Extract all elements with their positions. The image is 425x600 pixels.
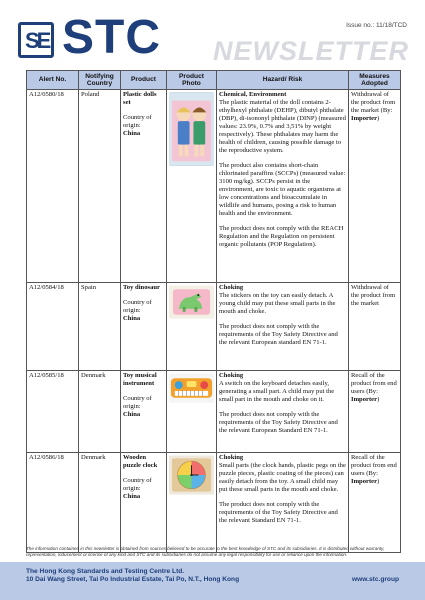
origin-label: Country of origin: (123, 477, 152, 492)
notifying-country: Poland (79, 90, 121, 283)
notifying-country: Denmark (79, 371, 121, 453)
photo-cell (167, 371, 217, 453)
origin-value: China (123, 493, 141, 500)
company-name: The Hong Kong Standards and Testing Centre Ltd. (26, 568, 185, 575)
table-header-row (27, 71, 401, 90)
notifying-country: Denmark (79, 453, 121, 553)
origin-label: Country of origin: (123, 395, 152, 410)
clock-puzzle-image-icon (169, 455, 214, 495)
notifying-country: Spain (79, 283, 121, 371)
hazard-cell (217, 283, 349, 371)
newsletter-header (0, 0, 425, 72)
alerts-table (26, 70, 401, 553)
hazard-type: Choking (219, 454, 244, 461)
measure-text: Withdrawal of the product from the market (351, 284, 396, 307)
company-address: 10 Dai Wang Street, Tai Po Industrial Estate, Tai Po, N.T., Hong Kong (26, 576, 240, 583)
photo-cell (167, 283, 217, 371)
product-name: Plastic dolls set (123, 91, 157, 106)
measures-cell (349, 90, 401, 283)
table-row (27, 371, 401, 453)
measure-text: Recall of the product from end users (By: (351, 454, 397, 477)
header-measures: Measures Adopted (349, 71, 401, 90)
hazard-type: Choking (219, 372, 244, 379)
measure-bold: Importer (351, 115, 377, 122)
table-row (27, 283, 401, 371)
measure-text: Recall of the product from end users (By: (351, 372, 397, 395)
dolls-image-icon (169, 92, 214, 166)
issue-number: Issue no.: 11/18/TCD (346, 22, 407, 29)
dolls-photo (169, 92, 214, 166)
clock-puzzle-photo (169, 455, 214, 495)
photo-cell (167, 90, 217, 283)
dinosaur-photo (169, 285, 214, 319)
product-name: Wooden puzzle clock (123, 454, 158, 469)
origin-value: China (123, 130, 141, 137)
header-product: Product (121, 71, 167, 90)
measures-cell (349, 371, 401, 453)
measure-bold: Importer (351, 478, 377, 485)
product-name: Toy musical instrument (123, 372, 157, 387)
hazard-paragraph: The stickers on the toy can easily detach. A young child may put these small parts in the mouth and choke. (219, 292, 336, 315)
hazard-paragraph: A switch on the keyboard detaches easily, generating a small part. A child may put the small part in the mouth and choke on it. (219, 380, 335, 403)
product-cell (121, 371, 167, 453)
measure-text: Withdrawal of the product from the market (By: (351, 91, 396, 114)
measure-end: ) (377, 478, 380, 485)
measure-end: ) (377, 115, 380, 122)
keyboard-photo (169, 373, 214, 403)
hazard-cell (217, 453, 349, 553)
hazard-cell (217, 90, 349, 283)
alert-number: A12/0586/18 (27, 453, 79, 553)
hazard-paragraph: The product does not comply with the REACH Regulation and the Regulation on persistent organic pollutants (POP Regulation). (219, 225, 344, 248)
photo-cell (167, 453, 217, 553)
product-cell (121, 453, 167, 553)
origin-label: Country of origin: (123, 299, 152, 314)
header-hazard: Hazard/ Risk (217, 71, 349, 90)
alert-number: A12/0585/18 (27, 371, 79, 453)
hazard-cell (217, 371, 349, 453)
hazard-paragraph: The product also contains short-chain chlorinated paraffins (SCCPs) (measured value: 3100 mg/kg). SCCPs persist in the environment, are toxic to aquatic organisms at low concentrations and bioaccumulate in wildlife and humans, posing a risk to human health and the environment. (219, 162, 346, 217)
product-name: Toy dinosaur (123, 284, 160, 291)
stc-logo-icon (18, 22, 54, 58)
origin-value: China (123, 411, 141, 418)
product-cell (121, 90, 167, 283)
hazard-paragraph: The product does not comply with the requirements of the Toy Safety Directive and the relevant European standard EN 71-1. (219, 323, 338, 346)
origin-value: China (123, 315, 141, 322)
table-row (27, 453, 401, 553)
measures-cell (349, 453, 401, 553)
product-cell (121, 283, 167, 371)
hazard-paragraph: The product does not comply with the requirements of the Toy Safety Directive and the relevant Standard EN 71-1. (219, 501, 338, 524)
website-link[interactable]: www.stc.group (351, 576, 399, 583)
newsletter-banner: NEWSLETTER (213, 36, 409, 66)
disclaimer: The information contained in this newsletter is obtained from sources believed to be accurate to the best knowledge of STC and its subsidiaries. It is distributed without warranty, representation, inducement or license of any kind and STC and its subsidiaries do not assume any legal responsibility for use or reliance upon the information. (26, 546, 385, 557)
measures-cell (349, 283, 401, 371)
alert-number: A12/0580/18 (27, 90, 79, 283)
table-row (27, 90, 401, 283)
hazard-paragraph: The product does not comply with the requirements of the Toy Safety Directive and the relevant European Standard EN 71-1. (219, 411, 338, 434)
keyboard-image-icon (169, 373, 214, 403)
origin-label: Country of origin: (123, 114, 152, 129)
hazard-type: Chemical, Environment (219, 91, 287, 98)
header-photo: Product Photo (167, 71, 217, 90)
alert-number: A12/0584/18 (27, 283, 79, 371)
logo-text: STC (62, 11, 161, 64)
header-country: Notifying Country (79, 71, 121, 90)
measure-end: ) (377, 396, 380, 403)
dinosaur-image-icon (169, 285, 214, 319)
alerts-table-container (26, 70, 400, 553)
hazard-paragraph: Small parts (the clock hands, plastic pegs on the puzzle pieces, plastic coating of the pieces) can easily detach from the toy. A small child may put these small parts in the mouth and choke. (219, 462, 346, 493)
logo-mark: SE (25, 28, 49, 53)
hazard-paragraph: The plastic material of the doll contains 2-ethylhexyl phthalate (DEHP), dibutyl phthalate (DBP), di-isononyl phthalate (DINP) (measured values: 23.9%, 0.7% and 3,51% by weight respectively). These phthalates may harm the health of children, causing possible damage to the reproductive system. (219, 99, 346, 154)
footer-bar (0, 562, 425, 600)
header-alert-no: Alert No. (27, 71, 79, 90)
measure-bold: Importer (351, 396, 377, 403)
hazard-type: Choking (219, 284, 244, 291)
